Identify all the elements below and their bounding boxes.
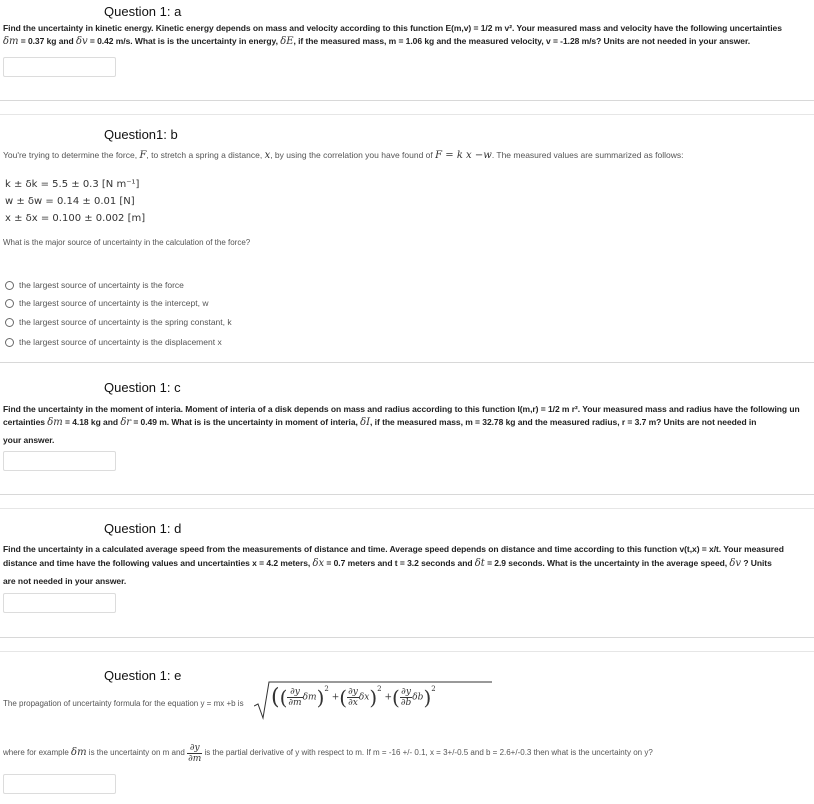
given-spring-constant: k ± δk = 5.5 ± 0.3 [N m⁻¹] <box>5 179 140 190</box>
uncertainty-formula: (( $\frac{\partial y}{\partial m}$ δm)$^2$ +( $\frac{\partial y}{\partial x}$ δx)$^2$ +( $\frac{\partial y}{\partial b}$ δb)$^2$ <box>254 680 494 722</box>
question-1a-text-line1: Find the uncertainty in kinetic energy. Kinetic energy depends on mass and velocity according to this function E(m,v) = 1/2 m v². Your measured mass and velocity have the following uncertainties <box>3 23 782 33</box>
option-force[interactable]: the largest source of uncertainty is the force <box>5 279 184 291</box>
radio-button[interactable] <box>5 338 14 347</box>
question-1d-text-line1: Find the uncertainty in a calculated average speed from the measurements of distance and time. Average speed depends on distance and time according to this function v(t,x) = x/t. Your measured <box>3 544 784 554</box>
radio-button[interactable] <box>5 299 14 308</box>
delta-m-symbol: δm <box>71 747 87 758</box>
question-1c-answer-input[interactable] <box>3 451 116 471</box>
partial-derivative-symbol: $\frac{\partial y}{\partial m}$ <box>188 742 202 764</box>
question-1a-answer-input[interactable] <box>3 57 116 77</box>
delta-x-symbol: δx <box>312 558 325 569</box>
question-1c-text-line1: Find the uncertainty in the moment of interia. Moment of interia of a disk depends on mass and radius according to this function I(m,r) = 1/2 m r². Your measured mass and radius have the following un <box>3 404 800 414</box>
section-divider <box>0 114 814 115</box>
option-displacement[interactable]: the largest source of uncertainty is the displacement x <box>5 336 222 348</box>
question-1c-text-line2: certainties δm = 4.18 kg and δr = 0.49 m. What is is the uncertainty in moment of interia, δI, if the measured mass, m = 32.78 kg and the measured radius, r = 3.7 m? Units are not needed in <box>3 417 757 428</box>
delta-m-symbol: δm <box>3 36 19 47</box>
option-spring-constant[interactable]: the largest source of uncertainty is the spring constant, k <box>5 316 232 328</box>
question-1b-title: Question1: b <box>104 127 178 142</box>
question-1b-text-line1: You're trying to determine the force, F, to stretch a spring a distance, x, by using the correlation you have found of F = k x −w. The measured values are summarized as follows: <box>3 150 684 161</box>
force-symbol: F <box>139 150 147 161</box>
option-intercept[interactable]: the largest source of uncertainty is the intercept, w <box>5 297 208 309</box>
section-divider <box>0 100 814 101</box>
question-1d-title: Question 1: d <box>104 521 182 536</box>
given-intercept: w ± δw = 0.14 ± 0.01 [N] <box>5 196 135 207</box>
question-1b-prompt: What is the major source of uncertainty in the calculation of the force? <box>3 238 251 247</box>
radio-button[interactable] <box>5 318 14 327</box>
given-displacement: x ± δx = 0.100 ± 0.002 [m] <box>5 213 146 224</box>
delta-v-symbol: δv <box>76 36 88 47</box>
distance-symbol: x <box>264 150 271 161</box>
question-1d-text-line3: are not needed in your answer. <box>3 576 127 586</box>
delta-v-symbol: δv <box>729 558 741 569</box>
section-divider <box>0 508 814 509</box>
question-1a-title: Question 1: a <box>104 4 182 19</box>
delta-m-symbol: δm <box>47 417 63 428</box>
delta-t-symbol: δt <box>474 558 485 569</box>
question-1e-answer-input[interactable] <box>3 774 116 794</box>
section-divider <box>0 362 814 363</box>
section-divider <box>0 494 814 495</box>
question-1e-text-line2: where for example δm is the uncertainty on m and $\frac{\partial y}{\partial m}$ is the partial derivative of y with respect to m. If m = -16 +/- 0.1, x = 3+/-0.5 and b = 2.6+/-0.3 then what is the uncertainty on y? <box>3 742 653 764</box>
delta-r-symbol: δr <box>120 417 132 428</box>
question-1c-title: Question 1: c <box>104 380 181 395</box>
section-divider <box>0 651 814 652</box>
question-1c-text-line3: your answer. <box>3 435 55 445</box>
question-1e-intro: The propagation of uncertainty formula for the equation y = mx +b is <box>3 699 244 708</box>
question-1a-text-line2: δm = 0.37 kg and δv = 0.42 m/s. What is is the uncertainty in energy, δE, if the measured mass, m = 1.06 kg and the measured velocity, v = -1.28 m/s? Units are not needed in your answer. <box>3 36 751 47</box>
question-1d-text-line2: distance and time have the following values and uncertainties x = 4.2 meters, δx = 0.7 meters and t = 3.2 seconds and δt = 2.9 seconds. What is the uncertainty in the average speed, δv ? Units <box>3 558 772 569</box>
delta-i-symbol: δI <box>360 417 371 428</box>
delta-e-symbol: δE <box>280 36 294 47</box>
force-equation: F = k x −w <box>435 150 492 161</box>
radio-button[interactable] <box>5 281 14 290</box>
question-1e-title: Question 1: e <box>104 668 182 683</box>
section-divider <box>0 637 814 638</box>
question-1d-answer-input[interactable] <box>3 593 116 613</box>
